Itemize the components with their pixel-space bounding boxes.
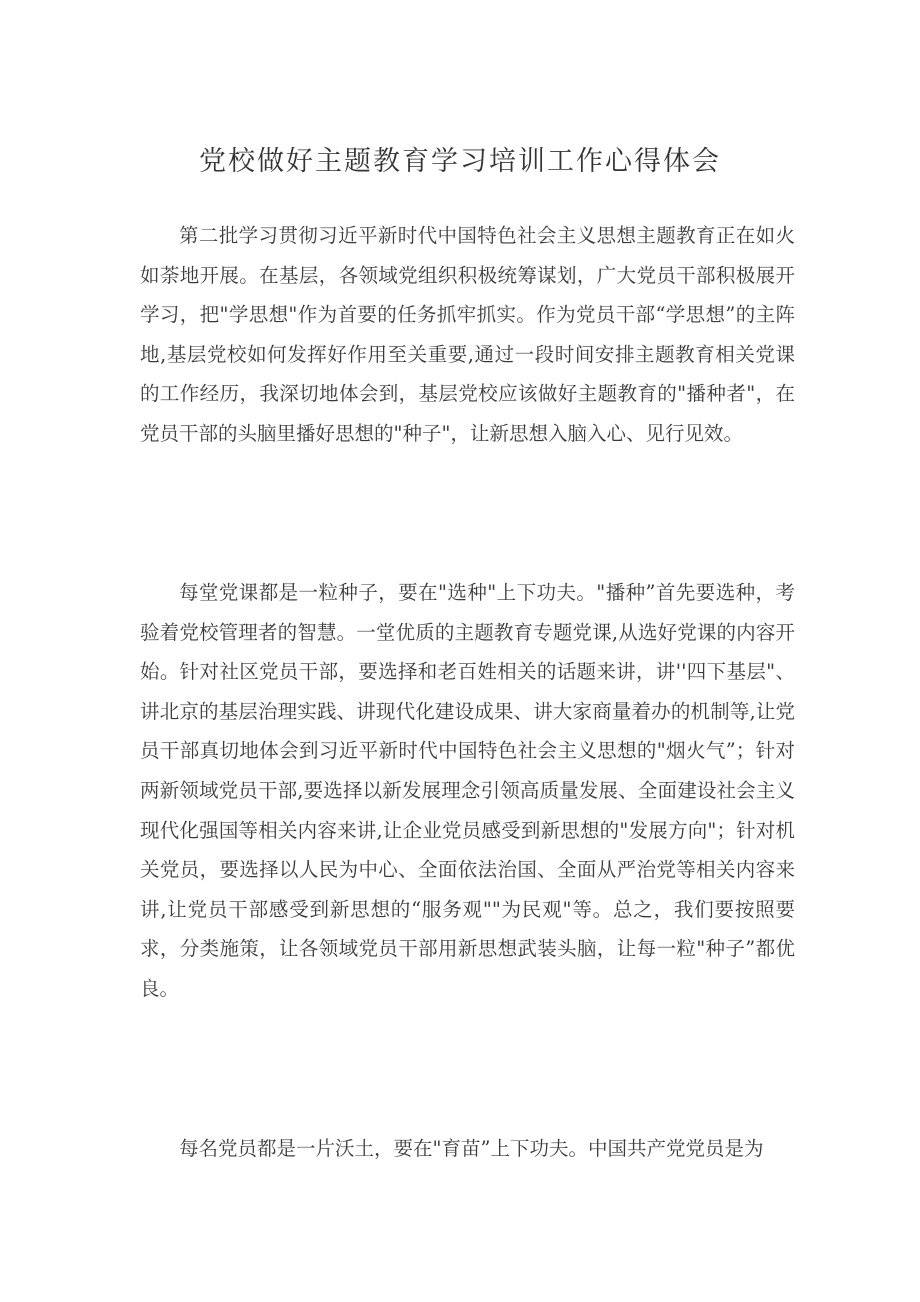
- paragraph-seed-selection: 每堂党课都是一粒种子，要在"选种"上下功夫。"播种”首先要选种，考验着党校管理者的智慧。一堂优质的主题教育专题党课,从选好党课的内容开始。针对社区党员干部，要选择和老百姓相关的话题来讲，讲''四下基层"、讲北京的基层治理实践、讲现代化建设成果、讲大家商量着办的机制等,让党员干部真切地体会到习近平新时代中国特色社会主义思想的"烟火气”；针对两新领域党员干部,要选择以新发展理念引领高质量发展、全面建设社会主义现代化强国等相关内容来讲,让企业党员感受到新思想的"发展方向"；针对机关党员，要选择以人民为中心、全面依法治国、全面从严治党等相关内容来讲,让党员干部感受到新思想的“服务观""为民观"等。总之，我们要按照要求，分类施策，让各领域党员干部用新思想武装头脑，让每一粒"种子”都优良。: [140, 581, 795, 1000]
- paragraph-seedling: 每名党员都是一片沃土，要在"育苗”上下功夫。中国共产党党员是为: [179, 1137, 764, 1160]
- document-title: 党校做好主题教育学习培训工作心得体会: [199, 146, 721, 177]
- paragraph-intro: 第二批学习贯彻习近平新时代中国特色社会主义思想主题教育正在如火如荼地开展。在基层，各领域党组织积极统筹谋划，广大党员干部积极展开学习，把"学思想"作为首要的任务抓牢抓实。作为党员干部“学思想”的主阵地,基层党校如何发挥好作用至关重要,通过一段时间安排主题教育相关党课的工作经历，我深切地体会到，基层党校应该做好主题教育的"播种者"，在党员干部的头脑里播好思想的"种子"，让新思想入脑入心、见行见效。: [140, 224, 795, 445]
